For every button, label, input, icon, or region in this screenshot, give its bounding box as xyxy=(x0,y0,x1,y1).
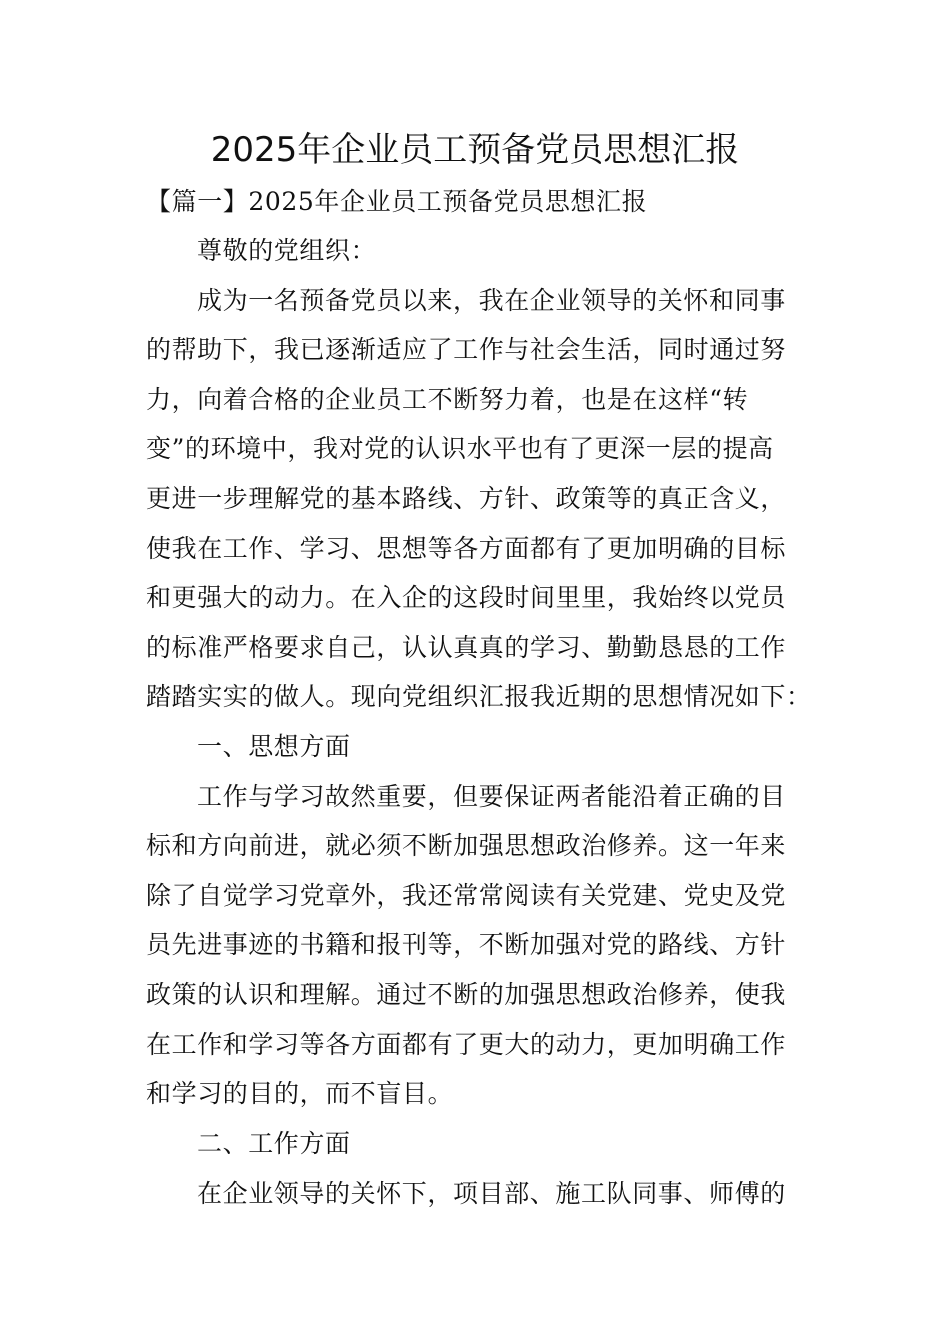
paragraph-line: 标和方向前进，就必须不断加强思想政治修养。这一年来 xyxy=(146,831,787,860)
paragraph-line: 在企业领导的关怀下，项目部、施工队同事、师傅的 xyxy=(197,1179,786,1208)
paragraph-line: 力，向着合格的企业员工不断努力着，也是在这样“转 xyxy=(146,385,749,414)
paragraph-line: 更进一步理解党的基本路线、方针、政策等的真正含义， xyxy=(146,484,787,513)
salutation: 尊敬的党组织： xyxy=(197,236,377,265)
paragraph-line: 员先进事迹的书籍和报刊等，不断加强对党的路线、方针 xyxy=(146,930,787,959)
paragraph-line: 在工作和学习等各方面都有了更大的动力，更加明确工作 xyxy=(146,1030,787,1059)
section-heading: 二、工作方面 xyxy=(197,1129,351,1158)
paragraph-line: 的帮助下，我已逐渐适应了工作与社会生活，同时通过努 xyxy=(146,335,787,364)
paragraph-line: 使我在工作、学习、思想等各方面都有了更加明确的目标 xyxy=(146,534,787,563)
paragraph-line: 和更强大的动力。在入企的这段时间里里，我始终以党员 xyxy=(146,583,787,612)
paragraph-line: 除了自觉学习党章外，我还常常阅读有关党建、党史及党 xyxy=(146,881,787,910)
paragraph-line: 的标准严格要求自己，认认真真的学习、勤勤恳恳的工作 xyxy=(146,633,787,662)
paragraph-line: 成为一名预备党员以来，我在企业领导的关怀和同事 xyxy=(197,286,786,315)
paragraph-line: 和学习的目的，而不盲目。 xyxy=(146,1079,454,1108)
document-title: 2025年企业员工预备党员思想汇报 xyxy=(210,130,740,170)
paragraph-line: 工作与学习故然重要，但要保证两者能沿着正确的目 xyxy=(197,782,786,811)
paragraph-line: 踏踏实实的做人。现向党组织汇报我近期的思想情况如下： xyxy=(146,682,812,711)
document-subtitle: 【篇一】2025年企业员工预备党员思想汇报 xyxy=(146,187,648,216)
section-heading: 一、思想方面 xyxy=(197,732,351,761)
paragraph-line: 政策的认识和理解。通过不断的加强思想政治修养，使我 xyxy=(146,980,787,1009)
paragraph-line: 变”的环境中，我对党的认识水平也有了更深一层的提高 xyxy=(146,434,774,463)
